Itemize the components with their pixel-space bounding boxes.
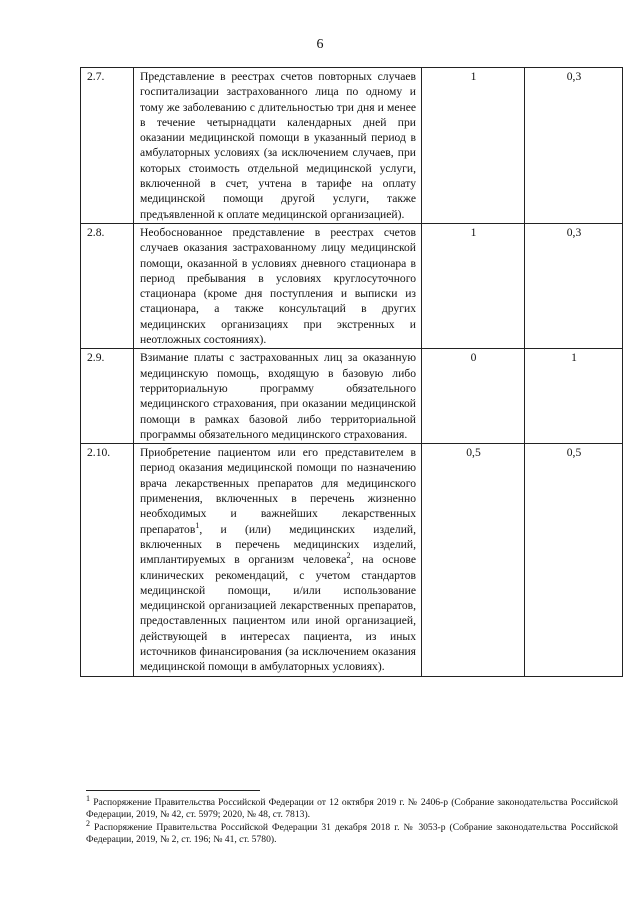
row-coefficient-1: 1 — [422, 223, 525, 348]
table-row — [81, 444, 623, 676]
row-coefficient-2: 1 — [525, 349, 623, 444]
row-number: 2.9. — [81, 349, 134, 444]
footnotes — [86, 793, 618, 847]
description-part: , и (или) медицинских изделий, включенных в перечень медицинских изделий, имплантируемых в организм человека — [140, 522, 416, 567]
footnote-mark: 1 — [86, 793, 90, 803]
row-number: 2.8. — [81, 223, 134, 348]
footnote-text: Распоряжение Правительства Российской Федерации 31 декабря 2018 г. № 3053-р (Собрание законодательства Российской Федерации, 2019, № 2, ст. 196; № 41, ст. 5780). — [86, 821, 618, 846]
row-coefficient-2: 0,3 — [525, 223, 623, 348]
row-number: 2.7. — [81, 68, 134, 224]
row-coefficient-2: 0,3 — [525, 68, 623, 224]
footnote — [86, 818, 618, 847]
page-number: 6 — [316, 37, 324, 52]
row-description — [134, 444, 422, 676]
row-description: Необоснованное представление в реестрах счетов случаев оказания застрахованному лицу медицинской помощи, оказанной в условиях дневного стационара в период пребывания в условиях круглосуточного стационара (кроме дня поступления и выписки из стационара, а также консультаций в других медицинских организациях при экстренных и неотложных состояниях). — [134, 223, 422, 348]
row-number: 2.10. — [81, 444, 134, 676]
footnote-divider — [86, 790, 260, 791]
table-row — [81, 349, 623, 444]
row-coefficient-2: 0,5 — [525, 444, 623, 676]
row-coefficient-1: 0 — [422, 349, 525, 444]
footnote-reference: 2 — [346, 551, 351, 561]
footnote-text: Распоряжение Правительства Российской Федерации от 12 октября 2019 г. № 2406-р (Собрание законодательства Российской Федерации, 2019, № 42, ст. 5979; 2020, № 48, ст. 7813). — [86, 797, 618, 821]
table-row — [81, 223, 623, 348]
footnote — [86, 793, 618, 822]
table-row — [81, 68, 623, 224]
row-description: Взимание платы с застрахованных лиц за оказанную медицинскую помощь, входящую в базовую либо территориальную программу обязательного медицинского страхования, при оказании медицинской помощи в рамках базовой либо территориальной программы обязательного медицинского страхования. — [134, 349, 422, 444]
row-description: Представление в реестрах счетов повторных случаев госпитализации застрахованного лица по одному и тому же заболеванию с длительностью три дня и менее в течение четырнадцати календарных дней при оказании медицинской помощи в указанный период в амбулаторных условиях (за исключением случаев, при которых стоимость отдельной медицинской услуги, включенной в счет, учтена в тарифе на оплату медицинской помощи другой услуги, также предъявленной к оплате медицинской организацией). — [134, 68, 422, 224]
criteria-table — [80, 67, 623, 677]
row-coefficient-1: 1 — [422, 68, 525, 224]
description-part: Приобретение пациентом или его представителем в период оказания медицинской помощи по назначению врача лекарственных препаратов для медицинского применения, включенных в перечень жизненно необходимых и важнейших лекарственных препаратов — [140, 446, 416, 536]
description-part: , на основе клинических рекомендаций, с учетом стандартов медицинской помощи, и/или использование медицинской организацией лекарственных препаратов, предоставленных пациентом или иной организацией, действующей в интересах пациента, из иных источников финансирования (за исключением оказания медицинской помощи в амбулаторных условиях). — [140, 553, 416, 674]
row-coefficient-1: 0,5 — [422, 444, 525, 676]
footnote-reference: 1 — [195, 520, 200, 530]
footnote-mark: 2 — [86, 818, 90, 828]
